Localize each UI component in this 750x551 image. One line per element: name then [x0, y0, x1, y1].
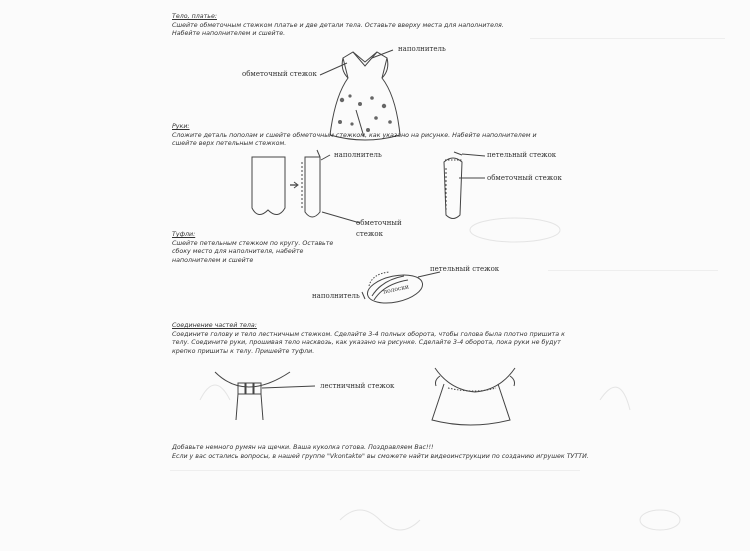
label-overcast-arm-2: стежок [356, 230, 383, 238]
joining-text: Соедините голову и тело лестничным стежком. Сделайте 3-4 полных оборота, чтобы голова была плотно пришита к телу. Соедините руки, прошивая тело насквозь, как указано на рисунке. Сделайте 3-4 оборота, пока руки не будут крепко пришиты к телу. Пришейте туфли. [172, 330, 565, 355]
label-overcast-arm-right: обметочный стежок [487, 174, 562, 182]
arms-heading: Руки: [172, 123, 190, 130]
body-text: Сшейте обметочным стежком платье и две детали тела. Оставьте вверху места для наполнителя. Набейте наполнителем и сшейте. [172, 21, 504, 38]
joining-heading: Соединение частей тела: [172, 322, 257, 329]
label-filler-arm: наполнитель [334, 151, 382, 159]
shoes-text: Сшейте петельным стежком по кругу. Оставьте сбоку место для наполнителя, набейте наполнителем и сшейте [172, 239, 334, 264]
label-stripes-shoe: полоски [382, 283, 410, 296]
label-overcast-arm-1: обметочный [356, 219, 402, 227]
final-line-2: Если у вас остались вопросы, в нашей группе "Vkontakte" вы сможете найти видеоинструкции по созданию игрушек ТУТТИ. [172, 452, 589, 460]
shoes-section [172, 231, 342, 265]
label-loop-arm: петельный стежок [487, 151, 557, 159]
body-section [172, 13, 532, 39]
label-filler-shoe: наполнитель [312, 292, 360, 300]
arms-text: Сложите деталь пополам и сшейте обметочным стежком, как указано на рисунке. Набейте наполнителем и сшейте верх петельным стежком. [172, 131, 537, 148]
joining-left-illustration [215, 372, 315, 420]
joining-section [172, 322, 582, 356]
body-heading: Тело, платье: [172, 13, 217, 20]
label-overcast-body: обметочный стежок [242, 70, 317, 78]
shoes-heading: Туфли: [172, 231, 196, 238]
label-filler-body: наполнитель [398, 45, 446, 53]
arm-finished-illustration [444, 152, 485, 219]
arms-section [172, 123, 562, 149]
label-ladder-stitch: лестничный стежок [320, 382, 395, 390]
arm-pattern-illustration [252, 150, 360, 223]
joining-right-illustration [432, 368, 515, 425]
label-loop-shoe: петельный стежок [430, 265, 500, 273]
final-section [172, 444, 592, 461]
final-line-1: Добавьте немного румян на щечки. Ваша куколка готова. Поздравляем Вас!!! [172, 444, 434, 451]
